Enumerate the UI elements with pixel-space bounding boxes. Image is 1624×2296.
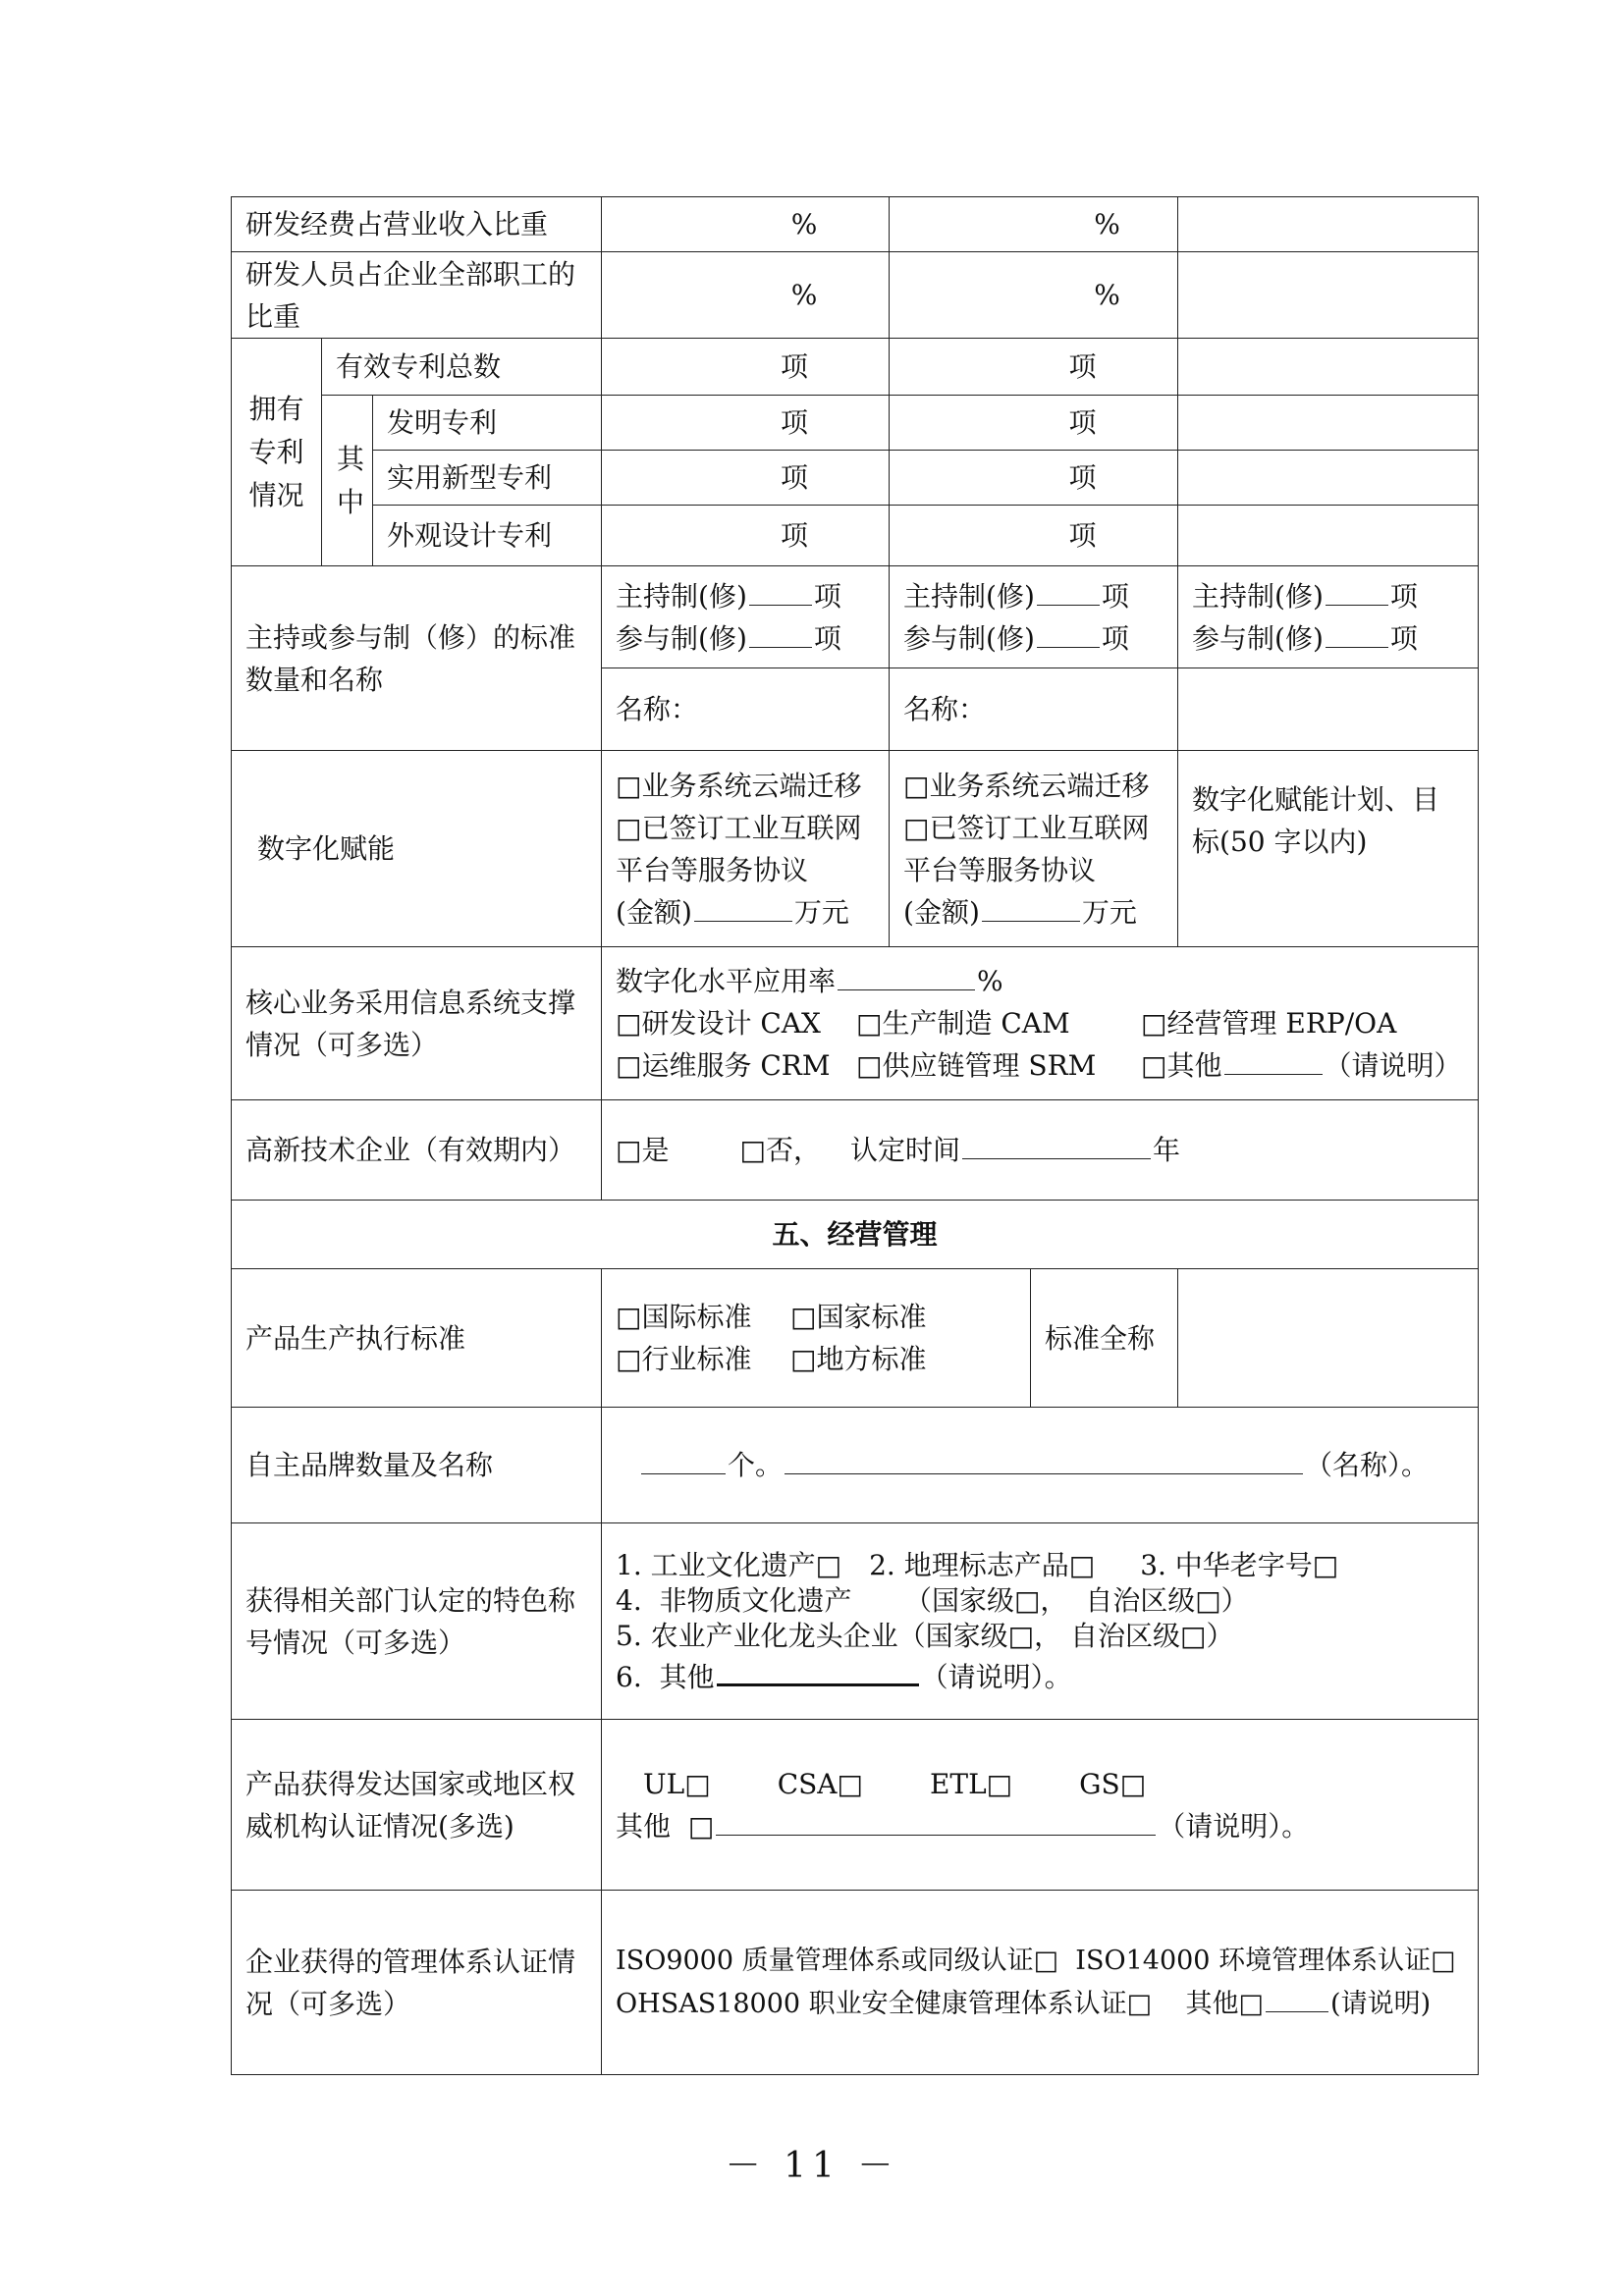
row-rd-expense-ratio (232, 197, 1479, 252)
titles-options (602, 1523, 1479, 1720)
page-number: － 11 － (725, 2146, 899, 2186)
checkbox-etl[interactable]: ETL□ (929, 1767, 1013, 1800)
mgmt-cert-line-ohsas[interactable]: OHSAS18000 职业安全健康管理体系认证□ 其他□ (616, 1989, 1265, 2019)
product-standard-grid (616, 1296, 967, 1380)
checkbox-local-standard[interactable]: □地方标准 (790, 1343, 927, 1375)
rate-suffix: % (977, 965, 1003, 997)
join-suffix: 项 (1101, 621, 1129, 655)
checkbox-csa[interactable]: CSA□ (777, 1767, 863, 1800)
rd-staff-ratio-value-3[interactable] (1178, 252, 1479, 339)
patents-sub-text: 其中 (336, 442, 364, 518)
brands-value (602, 1408, 1479, 1523)
rd-staff-ratio-value-2[interactable] (890, 252, 1178, 339)
checkbox-industrial-heritage[interactable]: 1. 工业文化遗产□ (616, 1548, 842, 1581)
rate-blank[interactable] (838, 960, 975, 990)
checkbox-erp-oa[interactable]: □经营管理 ERP/OA (1141, 1007, 1397, 1040)
row-rd-staff-ratio (232, 252, 1479, 339)
amount-suffix: 万元 (1081, 895, 1137, 929)
patents-utility-value-3[interactable] (1178, 451, 1479, 506)
join-suffix: 项 (813, 621, 841, 655)
intl-cert-label (232, 1720, 602, 1891)
row-section5 (232, 1201, 1479, 1269)
standards-name-1[interactable] (602, 668, 890, 751)
digital-plan-text: 数字化赋能计划、目标(50 字以内) (1192, 783, 1440, 858)
amount-suffix: 万元 (793, 895, 849, 929)
rd-expense-ratio-label: 研发经费占营业收入比重 (232, 197, 602, 252)
intl-cert-label-text: 产品获得发达国家或地区权威机构认证情况(多选) (245, 1767, 576, 1842)
standard-fullname-value[interactable] (1178, 1269, 1479, 1408)
mgmt-other-suffix: (请说明) (1330, 1989, 1432, 2019)
patents-group-text: 拥有专利情况 (248, 392, 304, 511)
checkbox-national-standard[interactable]: □国家标准 (790, 1301, 927, 1333)
patents-total-value-1[interactable] (602, 339, 890, 396)
row-brands (232, 1408, 1479, 1523)
rd-expense-ratio-value-1[interactable] (602, 197, 890, 252)
host-prefix: 主持制(修) (1192, 579, 1324, 613)
checkbox-intl-standard[interactable]: □国际标准 (616, 1301, 752, 1333)
rd-staff-ratio-value-1[interactable] (602, 252, 890, 339)
amount-blank[interactable] (694, 891, 792, 922)
titles-line-intangible-heritage[interactable]: 4. 非物质文化遗产 （国家级□， 自治区级□） (616, 1583, 1249, 1617)
digital-plan[interactable] (1178, 751, 1479, 947)
host-count-blank[interactable] (1037, 575, 1100, 606)
other-blank[interactable] (1224, 1044, 1323, 1075)
checkbox-cloud-migration[interactable]: □业务系统云端迁移 (616, 769, 862, 802)
checkbox-crm[interactable]: □运维服务 CRM (616, 1049, 831, 1082)
patents-invention-value-1[interactable] (602, 396, 890, 451)
time-label: 认定时间 (849, 1134, 960, 1166)
amount-prefix: (金额) (616, 895, 692, 929)
item-unit: 项 (781, 461, 809, 494)
join-prefix: 参与制(修) (1192, 621, 1324, 655)
item-unit: 项 (1068, 350, 1097, 383)
rate-prefix: 数字化水平应用率 (616, 965, 837, 997)
row-patents-utility (232, 451, 1479, 506)
checkbox-other[interactable]: □其他 (1141, 1049, 1222, 1082)
rd-expense-ratio-value-2[interactable] (890, 197, 1178, 252)
join-count-blank[interactable] (1037, 617, 1100, 648)
digital-col-1 (602, 751, 890, 947)
rd-staff-ratio-label: 研发人员占企业全部职工的比重 (232, 252, 602, 339)
percent-unit: % (790, 208, 818, 240)
digital-col-2 (890, 751, 1178, 947)
host-suffix: 项 (1101, 579, 1129, 613)
row-intl-cert (232, 1720, 1479, 1891)
row-patents-total (232, 339, 1479, 396)
patents-utility-value-2[interactable] (890, 451, 1178, 506)
patents-utility-label: 实用新型专利 (373, 451, 602, 506)
patents-total-label: 有效专利总数 (322, 339, 602, 396)
product-standard-options (602, 1269, 1031, 1407)
iiot-agreement-cont: 平台等服务协议 (616, 853, 809, 886)
item-unit: 项 (1068, 519, 1097, 552)
name-label: 名称： (903, 693, 987, 725)
standard-fullname-label: 标准全称 (1045, 1321, 1156, 1355)
product-standard-cell (602, 1269, 1178, 1408)
core-systems-label (232, 947, 602, 1100)
item-unit: 项 (781, 519, 809, 552)
patents-sub-label (322, 396, 373, 566)
titles-other-blank[interactable] (717, 1654, 919, 1686)
checkbox-cam[interactable]: □生产制造 CAM (856, 1007, 1070, 1040)
standards-name-2[interactable] (890, 668, 1178, 751)
item-unit: 项 (1068, 406, 1097, 439)
checkbox-intl-other[interactable]: 其他 □ (616, 1809, 715, 1842)
intl-cert-options (602, 1720, 1479, 1891)
standards-counts-2 (890, 566, 1178, 668)
checkbox-geo-indication[interactable]: 2. 地理标志产品□ (869, 1548, 1096, 1581)
row-product-standard (232, 1269, 1479, 1408)
item-unit: 项 (781, 406, 809, 439)
mgmt-other-blank[interactable] (1266, 1982, 1328, 2012)
amount-prefix: (金额) (903, 895, 980, 929)
name-label: 名称： (616, 693, 699, 725)
join-suffix: 项 (1389, 621, 1418, 655)
mgmt-cert-label (232, 1891, 602, 2075)
host-prefix: 主持制(修) (616, 579, 747, 613)
host-prefix: 主持制(修) (903, 579, 1035, 613)
brand-name-blank[interactable] (785, 1444, 1303, 1474)
year-blank[interactable] (962, 1129, 1151, 1159)
patents-design-value-3[interactable] (1178, 506, 1479, 566)
checkbox-industry-standard[interactable]: □行业标准 (616, 1343, 752, 1375)
standards-name-3[interactable] (1178, 668, 1479, 751)
mgmt-cert-options (602, 1891, 1479, 2075)
patents-invention-value-3[interactable] (1178, 396, 1479, 451)
patents-design-label: 外观设计专利 (373, 506, 602, 566)
join-count-blank[interactable] (1326, 617, 1388, 648)
iiot-agreement-cont: 平台等服务协议 (903, 853, 1097, 886)
row-core-systems (232, 947, 1479, 1100)
percent-unit: % (1094, 279, 1120, 311)
high-tech-options (602, 1100, 1479, 1201)
brand-name-suffix: （名称）。 (1305, 1449, 1430, 1481)
patents-utility-value-1[interactable] (602, 451, 890, 506)
item-unit: 项 (781, 350, 809, 383)
other-suffix: （请说明） (1324, 1049, 1462, 1082)
row-high-tech (232, 1100, 1479, 1201)
host-suffix: 项 (813, 579, 841, 613)
host-count-blank[interactable] (749, 575, 812, 606)
product-standard-label: 产品生产执行标准 (232, 1269, 602, 1408)
join-count-blank[interactable] (749, 617, 812, 648)
row-digital (232, 751, 1479, 947)
brands-label: 自主品牌数量及名称 (232, 1408, 602, 1523)
standards-counts-1 (602, 566, 890, 668)
digital-label-text: 数字化赋能 (257, 832, 396, 865)
titles-label (232, 1523, 602, 1720)
core-systems-label-text: 核心业务采用信息系统支撑情况（可多选） (245, 986, 576, 1061)
checkbox-iiot-agreement[interactable]: □已签订工业互联网 (903, 811, 1150, 844)
checkbox-time-honored[interactable]: 3. 中华老字号□ (1140, 1548, 1339, 1581)
checkbox-no[interactable]: □否， (739, 1134, 821, 1166)
high-tech-label: 高新技术企业（有效期内） (232, 1100, 602, 1201)
titles-label-text: 获得相关部门认定的特色称号情况（可多选） (245, 1583, 576, 1659)
row-patents-invention (232, 396, 1479, 451)
section5-title: 五、经营管理 (232, 1201, 1479, 1269)
mgmt-cert-label-text: 企业获得的管理体系认证情况（可多选） (245, 1945, 576, 2020)
patents-invention-label: 发明专利 (373, 396, 602, 451)
join-prefix: 参与制(修) (616, 621, 747, 655)
checkbox-yes[interactable]: □是 (616, 1134, 670, 1166)
mgmt-cert-line-iso[interactable]: ISO9000 质量管理体系或同级认证□ ISO14000 环境管理体系认证□ (616, 1946, 1456, 1976)
checkbox-cloud-migration[interactable]: □业务系统云端迁移 (903, 769, 1150, 802)
core-systems-checkbox-grid (616, 1002, 1464, 1087)
brand-count-suffix: 个。 (728, 1449, 784, 1481)
patents-total-value-2[interactable] (890, 339, 1178, 396)
intl-other-suffix: （请说明）。 (1158, 1809, 1310, 1842)
join-prefix: 参与制(修) (903, 621, 1035, 655)
host-count-blank[interactable] (1326, 575, 1388, 606)
patents-invention-value-2[interactable] (890, 396, 1178, 451)
rd-expense-ratio-value-3[interactable] (1178, 197, 1479, 252)
intl-other-blank[interactable] (716, 1805, 1156, 1836)
core-systems-options (602, 947, 1479, 1100)
titles-line-agri-leader[interactable]: 5. 农业产业化龙头企业（国家级□， 自治区级□） (616, 1619, 1234, 1652)
percent-unit: % (1094, 208, 1120, 240)
row-standards-counts (232, 566, 1479, 668)
checkbox-gs[interactable]: GS□ (1079, 1767, 1147, 1800)
patents-total-value-3[interactable] (1178, 339, 1479, 396)
row-titles (232, 1523, 1479, 1720)
item-unit: 项 (1068, 461, 1097, 494)
brand-count-blank[interactable] (641, 1444, 726, 1474)
amount-blank[interactable] (982, 891, 1080, 922)
row-patents-design (232, 506, 1479, 566)
percent-unit: % (790, 279, 818, 311)
titles-other-prefix: 6. 其他 (616, 1660, 715, 1693)
titles-other-suffix: （请说明）。 (920, 1660, 1072, 1693)
checkbox-cax[interactable]: □研发设计 CAX (616, 1007, 821, 1040)
checkbox-ul[interactable]: UL□ (643, 1767, 711, 1800)
patents-group-label (232, 339, 322, 566)
enterprise-info-form (231, 196, 1479, 2075)
checkbox-srm[interactable]: □供应链管理 SRM (856, 1049, 1097, 1082)
year-suffix: 年 (1152, 1134, 1180, 1166)
standards-label: 主持或参与制（修）的标准数量和名称 (232, 566, 602, 751)
host-suffix: 项 (1389, 579, 1418, 613)
patents-design-value-2[interactable] (890, 506, 1178, 566)
digital-label (232, 751, 602, 947)
row-mgmt-cert (232, 1891, 1479, 2075)
patents-design-value-1[interactable] (602, 506, 890, 566)
standards-counts-3 (1178, 566, 1479, 668)
checkbox-iiot-agreement[interactable]: □已签订工业互联网 (616, 811, 862, 844)
